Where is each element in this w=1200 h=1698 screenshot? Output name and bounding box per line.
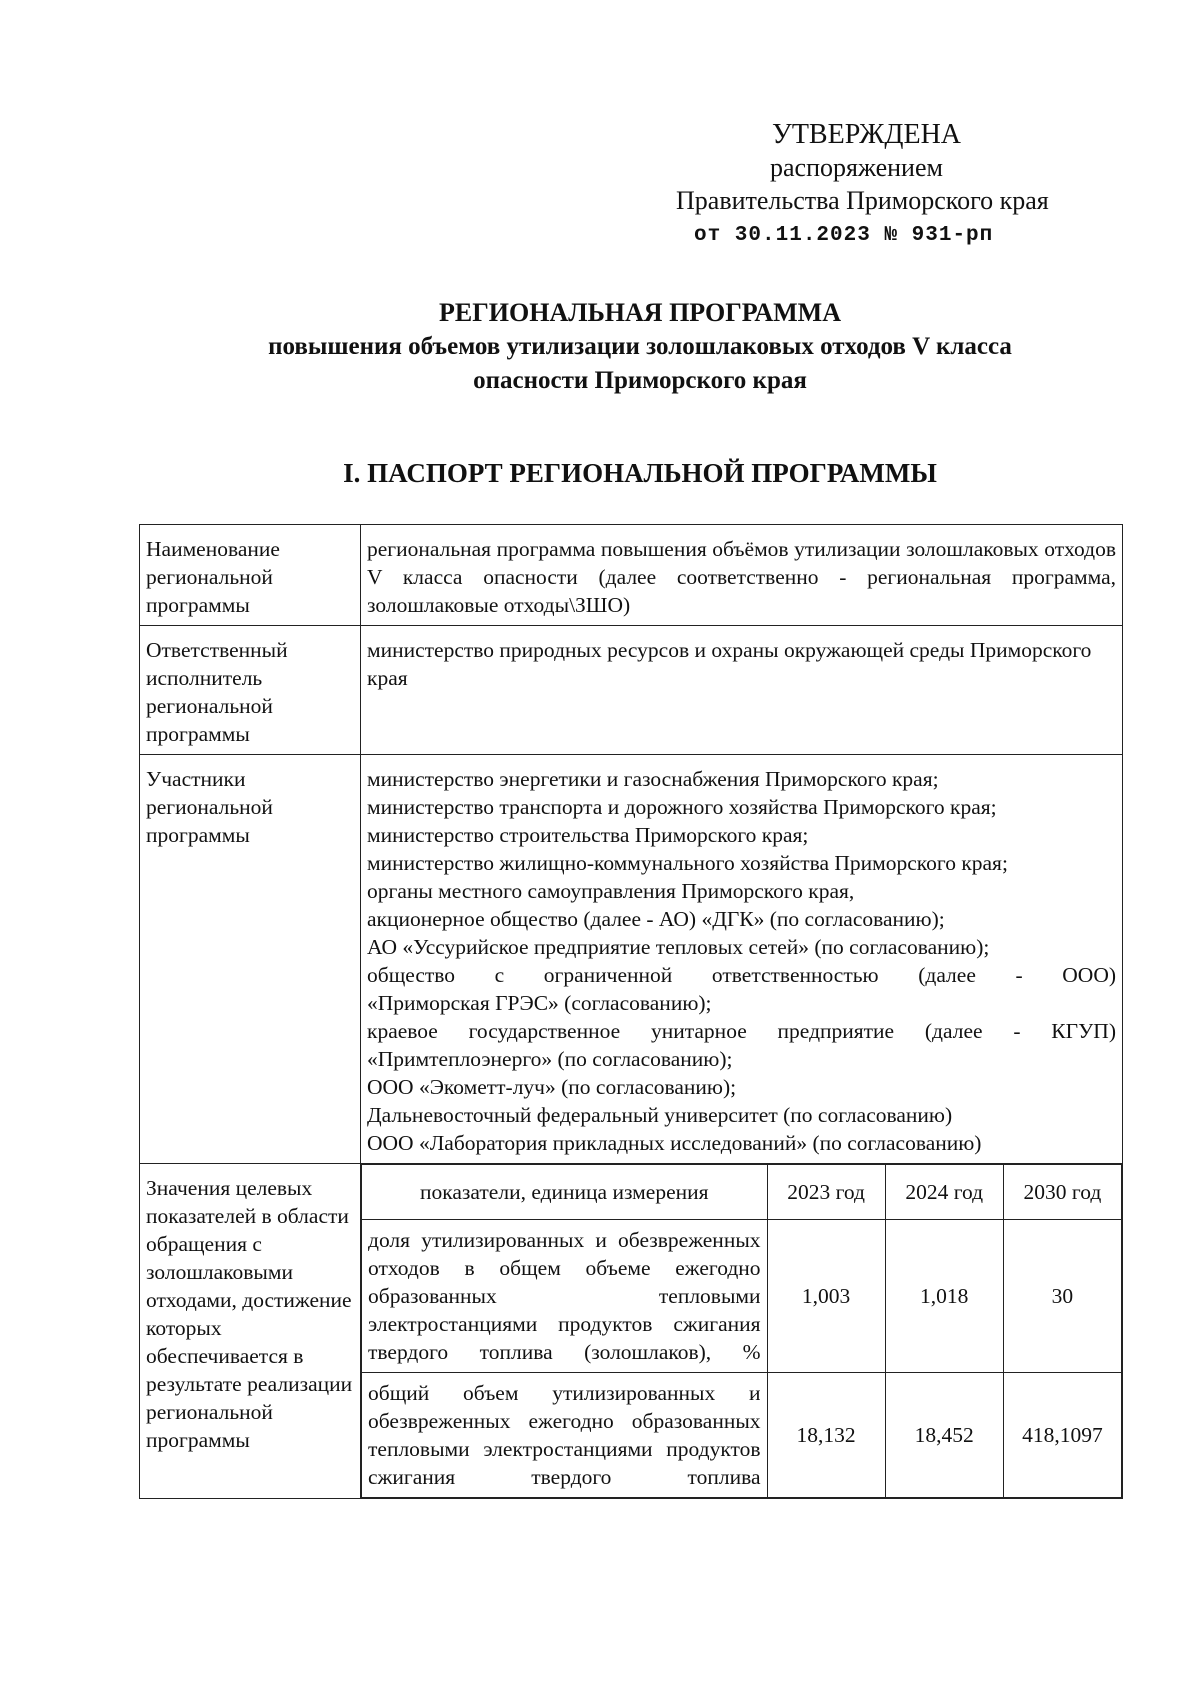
indicators-header-name: показатели, единица измерения	[362, 1165, 768, 1220]
document-title-main: РЕГИОНАЛЬНАЯ ПРОГРАММА	[439, 298, 841, 327]
indicators-header-row	[362, 1165, 1122, 1220]
list-item: министерство транспорта и дорожного хозяйства Приморского края;	[367, 795, 997, 819]
indicators-header-2024: 2024 год	[885, 1165, 1003, 1220]
list-item: министерство строительства Приморского края;	[367, 823, 809, 847]
indicator-value-2023: 1,003	[767, 1220, 885, 1373]
list-item: «Примтеплоэнерго» (по согласованию);	[367, 1047, 733, 1071]
approval-date-number: от 30.11.2023 № 931-рп	[694, 224, 994, 247]
indicators-table	[361, 1164, 1122, 1498]
passport-row-participants	[140, 755, 1123, 1164]
indicator-name: доля утилизированных и обезвреженных отходов в общем объеме ежегодно образованных тепловыми электростанциями продуктов сжигания твердого топлива (золошлаков), %	[362, 1220, 768, 1373]
list-item: общество с ограниченной ответственностью (далее - ООО)	[367, 963, 1116, 987]
approval-decree-label: распоряжением	[770, 153, 943, 182]
list-item: «Приморская ГРЭС» (согласованию);	[367, 991, 712, 1015]
list-item: органы местного самоуправления Приморского края,	[367, 879, 855, 903]
list-item: акционерное общество (далее - АО) «ДГК» (по согласованию);	[367, 907, 945, 931]
indicators-header-2023: 2023 год	[767, 1165, 885, 1220]
list-item: Дальневосточный федеральный университет (по согласованию)	[367, 1103, 953, 1127]
participants-list	[361, 755, 1123, 1164]
approval-stamp	[676, 118, 1116, 252]
list-item: ООО «Экометт-луч» (по согласованию);	[367, 1075, 737, 1099]
indicators-cell	[361, 1164, 1123, 1499]
table-row	[362, 1220, 1122, 1373]
document-title-subtitle-2: опасности Приморского края	[473, 367, 807, 394]
row-label: Ответственный исполнитель региональной программы	[140, 626, 361, 755]
row-label: Наименование региональной программы	[140, 525, 361, 626]
table-row	[362, 1373, 1122, 1498]
passport-row-executor	[140, 626, 1123, 755]
indicator-value-2024: 18,452	[885, 1373, 1003, 1498]
passport-row-indicators	[140, 1164, 1123, 1499]
indicator-value-2024: 1,018	[885, 1220, 1003, 1373]
list-item: министерство жилищно-коммунального хозяйства Приморского края;	[367, 851, 1008, 875]
indicator-value-2030: 30	[1003, 1220, 1121, 1373]
row-label: Участники региональной программы	[140, 755, 361, 1164]
indicator-name: общий объем утилизированных и обезвреженных ежегодно образованных тепловыми электростанциями продуктов сжигания твердого топлива	[362, 1373, 768, 1498]
document-title-subtitle-1: повышения объемов утилизации золошлаковых отходов V класса	[268, 333, 1012, 360]
document-title	[120, 296, 1160, 398]
row-label: Значения целевых показателей в области обращения с золошлаковыми отходами, достижение которых обеспечивается в результате реализации региональной программы	[140, 1164, 361, 1499]
approval-title: УТВЕРЖДЕНА	[772, 119, 962, 150]
passport-table	[139, 524, 1123, 1499]
list-item: министерство энергетики и газоснабжения Приморского края;	[367, 767, 939, 791]
indicator-value-2030: 418,1097	[1003, 1373, 1121, 1498]
section-heading: I. ПАСПОРТ РЕГИОНАЛЬНОЙ ПРОГРАММЫ	[343, 458, 937, 488]
list-item: АО «Уссурийское предприятие тепловых сетей» (по согласованию);	[367, 935, 990, 959]
indicator-value-2023: 18,132	[767, 1373, 885, 1498]
row-value: министерство природных ресурсов и охраны окружающей среды Приморского края	[361, 626, 1123, 755]
approval-authority: Правительства Приморского края	[676, 186, 1049, 215]
passport-row-name	[140, 525, 1123, 626]
list-item: краевое государственное унитарное предприятие (далее - КГУП)	[367, 1019, 1116, 1043]
list-item: ООО «Лаборатория прикладных исследований» (по согласованию)	[367, 1131, 982, 1155]
indicators-header-2030: 2030 год	[1003, 1165, 1121, 1220]
row-value: региональная программа повышения объёмов утилизации золошлаковых отходов V класса опасности (далее соответственно - региональная программа, золошлаковые отходы\ЗШО)	[361, 525, 1123, 626]
